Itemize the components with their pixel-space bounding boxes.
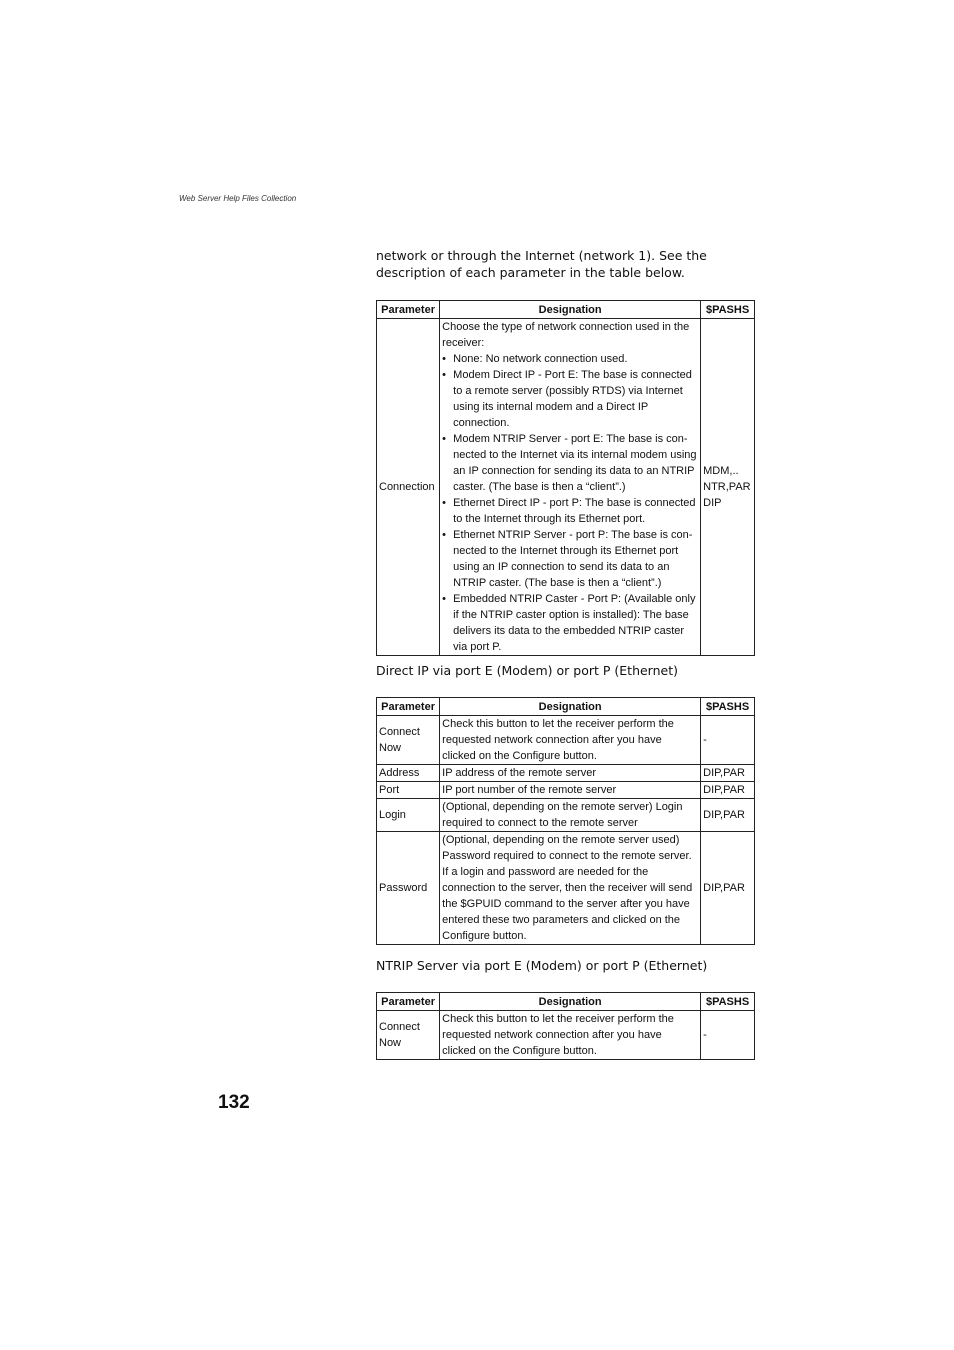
designation-cell: Check this button to let the receiver perform the requested network connection after you have clicked on the Configure button.: [440, 1011, 701, 1060]
column-header-parameter: Parameter: [377, 301, 440, 319]
table-row: [377, 832, 755, 945]
running-header: Web Server Help Files Collection: [179, 194, 297, 203]
pashs-line: MDM,..: [703, 465, 739, 477]
parameter-cell: Connect Now: [377, 716, 440, 765]
pashs-line: NTR,PAR: [703, 481, 751, 493]
table-row: [377, 1011, 755, 1060]
parameter-cell: Password: [377, 832, 440, 945]
table-row: [377, 765, 755, 782]
parameter-cell: Port: [377, 782, 440, 799]
ntrip-server-parameters-table: [376, 992, 755, 1060]
connection-parameters-table: [376, 300, 755, 656]
list-item: • Ethernet Direct IP - port P: The base is connected to the Internet through its Ethernet port.: [442, 495, 698, 527]
column-header-pashs: $PASHS: [701, 698, 755, 716]
table-row: [377, 319, 755, 656]
list-item: • Embedded NTRIP Caster - Port P: (Available only if the NTRIP caster option is installed): The base delivers its data to the embedded NTRIP caster via port P.: [442, 591, 698, 655]
column-header-pashs: $PASHS: [701, 993, 755, 1011]
designation-cell: (Optional, depending on the remote server) Login required to connect to the remote server: [440, 799, 701, 832]
pashs-line: DIP: [703, 497, 722, 509]
designation-intro: Choose the type of network connection used in the receiver:: [442, 321, 690, 349]
designation-cell: IP port number of the remote server: [440, 782, 701, 799]
column-header-designation: Designation: [440, 698, 701, 716]
table-row: [377, 782, 755, 799]
designation-cell: IP address of the remote server: [440, 765, 701, 782]
table-row: [377, 799, 755, 832]
pashs-cell: DIP,PAR: [701, 832, 755, 945]
parameter-cell: Connect Now: [377, 1011, 440, 1060]
table-header-row: [377, 698, 755, 716]
intro-paragraph: network or through the Internet (network 1). See the description of each parameter in the table below.: [376, 248, 707, 280]
table-header-row: [377, 993, 755, 1011]
column-header-designation: Designation: [440, 301, 701, 319]
list-item: • Modem NTRIP Server - port E: The base is con-nected to the Internet via its internal modem using an IP connection for sending its data to an NTRIP caster. (The base is then a “client”.): [442, 431, 698, 495]
pashs-cell: -: [701, 1011, 755, 1060]
pashs-cell: -: [701, 716, 755, 765]
pashs-cell: DIP,PAR: [701, 765, 755, 782]
pashs-cell: DIP,PAR: [701, 799, 755, 832]
pashs-cell: DIP,PAR: [701, 782, 755, 799]
table-header-row: [377, 301, 755, 319]
table-row: [377, 716, 755, 765]
list-item: • None: No network connection used.: [442, 351, 698, 367]
column-header-parameter: Parameter: [377, 698, 440, 716]
list-item: • Modem Direct IP - Port E: The base is connected to a remote server (possibly RTDS) via Internet using its internal modem and a Direct IP connection.: [442, 367, 698, 431]
page-number: 132: [218, 1092, 250, 1113]
column-header-parameter: Parameter: [377, 993, 440, 1011]
column-header-pashs: $PASHS: [701, 301, 755, 319]
section-heading-direct-ip: Direct IP via port E (Modem) or port P (Ethernet): [376, 663, 678, 678]
section-heading-ntrip-server: NTRIP Server via port E (Modem) or port P (Ethernet): [376, 958, 708, 973]
direct-ip-parameters-table: [376, 697, 755, 945]
connection-options-list: [442, 351, 698, 655]
designation-cell: [440, 319, 701, 656]
designation-cell: Check this button to let the receiver perform the requested network connection after you have clicked on the Configure button.: [440, 716, 701, 765]
list-item: • Ethernet NTRIP Server - port P: The base is con-nected to the Internet through its Ethernet port using an IP connection to send its data to an NTRIP caster. (The base is then a “client”.): [442, 527, 698, 591]
designation-cell: (Optional, depending on the remote server used) Password required to connect to the remote server. If a login and password are needed for the connection to the server, then the receiver will send the $GPUID command to the server after you have entered these two parameters and clicked on the Configure button.: [440, 832, 701, 945]
parameter-cell: Connection: [377, 319, 440, 656]
column-header-designation: Designation: [440, 993, 701, 1011]
parameter-cell: Address: [377, 765, 440, 782]
parameter-cell: Login: [377, 799, 440, 832]
pashs-cell: [701, 319, 755, 656]
